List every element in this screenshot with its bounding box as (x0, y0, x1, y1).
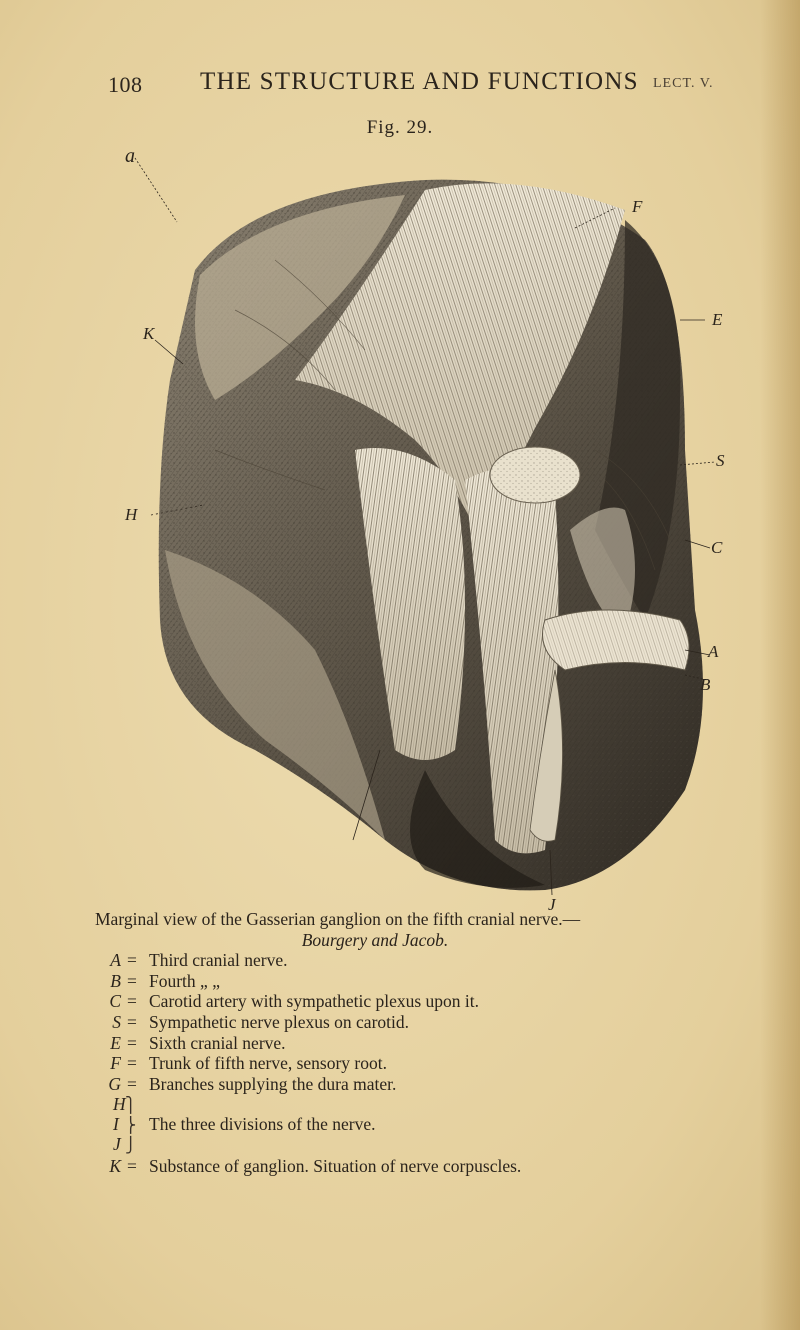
legend-key: H (113, 1094, 126, 1115)
legend-text: The three divisions of the nerve. (149, 1114, 376, 1135)
legend-item: S = Sympathetic nerve plexus on carotid. (103, 1012, 795, 1033)
running-head (108, 68, 768, 102)
label-A: A (708, 642, 719, 661)
legend-text: Sympathetic nerve plexus on carotid. (149, 1011, 409, 1032)
legend-text: Branches supplying the dura mater. (149, 1073, 397, 1094)
lecture-marker: LECT. V. (653, 76, 714, 91)
legend-key: E (110, 1032, 121, 1053)
running-title: THE STRUCTURE AND FUNCTIONS (200, 68, 639, 95)
legend-brace-group (103, 1094, 795, 1156)
figure-title: Fig. 29. (366, 117, 434, 138)
label-H: H (125, 505, 138, 524)
legend-text: Sixth cranial nerve. (149, 1032, 286, 1053)
legend-text: Fourth „ „ (149, 970, 220, 991)
legend-item: G = Branches supplying the dura mater. (103, 1074, 795, 1095)
legend-key: B (110, 970, 121, 991)
label-a: a (125, 145, 135, 167)
label-J: J (548, 895, 556, 914)
caption-legend (95, 950, 795, 1177)
legend-item: B = Fourth „ „ (103, 971, 795, 992)
legend-text: Carotid artery with sympathetic plexus upon it. (149, 991, 480, 1012)
legend-key: C (109, 991, 121, 1012)
legend-item: A = Third cranial nerve. (103, 950, 795, 971)
page-number: 108 (108, 72, 143, 97)
label-B: B (700, 675, 711, 694)
caption-main: Marginal view of the Gasserian ganglion on the fifth cranial nerve.— (95, 909, 581, 929)
legend-item: C = Carotid artery with sympathetic plexus upon it. (103, 991, 795, 1012)
label-F: F (632, 197, 643, 216)
anatomical-engraving (125, 150, 735, 920)
brace-icon: ⎫ ⎬ ⎭ (125, 1098, 137, 1155)
caption-credit: Bourgery and Jacob. (301, 929, 449, 950)
legend-key: K (109, 1156, 121, 1177)
legend-text: Trunk of fifth nerve, sensory root. (149, 1053, 388, 1074)
legend-key: G (108, 1073, 121, 1094)
label-C: C (711, 538, 723, 557)
label-S: S (716, 451, 725, 470)
legend-key: S (112, 1011, 121, 1032)
figure-caption (95, 909, 795, 1177)
legend-item: F = Trunk of fifth nerve, sensory root. (103, 1053, 795, 1074)
label-K: K (143, 324, 155, 343)
legend-item: K = Substance of ganglion. Situation of nerve corpuscles. (103, 1156, 795, 1177)
legend-key: I (113, 1114, 119, 1135)
legend-key: A (110, 950, 121, 971)
legend-key: F (110, 1053, 121, 1074)
legend-key: J (113, 1134, 121, 1155)
label-E: E (712, 310, 723, 329)
legend-text: Third cranial nerve. (149, 950, 288, 971)
legend-text: Substance of ganglion. Situation of nerve corpuscles. (149, 1156, 522, 1177)
legend-item: E = Sixth cranial nerve. (103, 1033, 795, 1054)
